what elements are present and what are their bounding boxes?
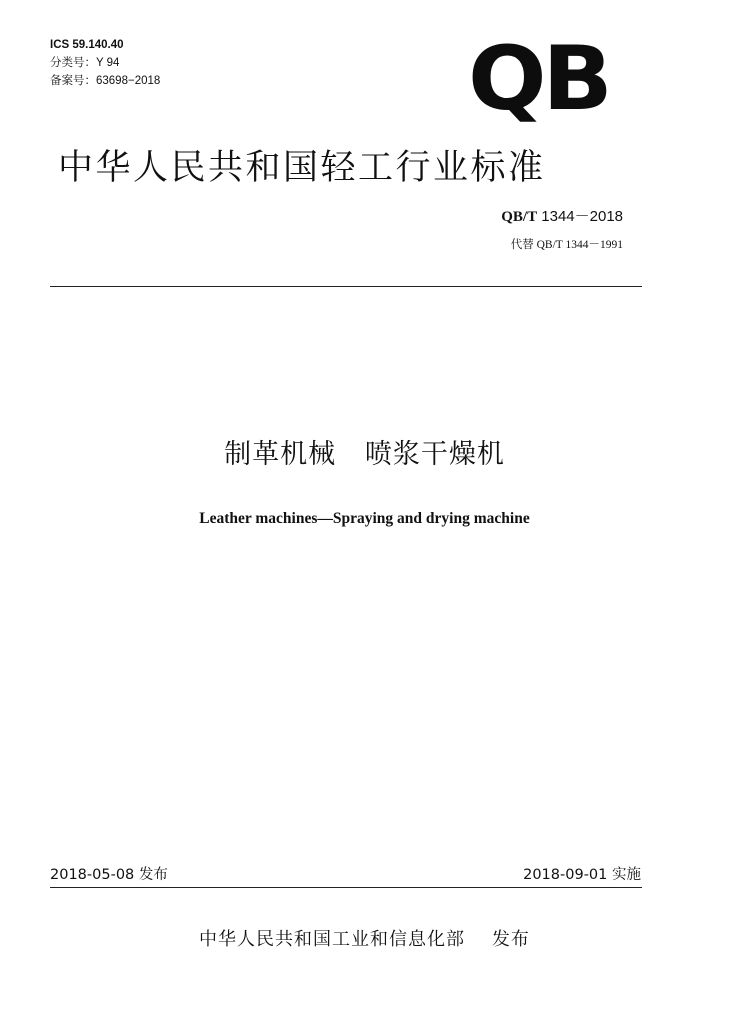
- replaces-standard: 代替 QB/T 1344－1991: [510, 239, 623, 251]
- issue-date: 2018-05-08 发布: [50, 867, 168, 883]
- standard-number-value: 1344－2018: [537, 208, 623, 225]
- standard-code: QB/T: [501, 209, 538, 225]
- qb-logo: QB: [468, 27, 609, 130]
- meta-block: [50, 36, 160, 90]
- title-chinese: 制革机械 喷浆干燥机: [224, 439, 505, 470]
- record-number: 备案号：63698−2018: [50, 75, 161, 87]
- publisher: 中华人民共和国工业和信息化部 发布: [199, 929, 530, 950]
- standard-number: [501, 205, 623, 226]
- implementation-date: 2018-09-01 实施: [523, 867, 641, 883]
- organization-title: 中华人民共和国轻工行业标准: [58, 148, 546, 188]
- title-english: Leather machines—Spraying and drying machine: [199, 510, 530, 527]
- bottom-divider: [50, 887, 642, 888]
- classification-code: 分类号：Y 94: [50, 57, 120, 69]
- top-divider: [50, 286, 642, 287]
- ics-code: ICS 59.140.40: [50, 39, 124, 51]
